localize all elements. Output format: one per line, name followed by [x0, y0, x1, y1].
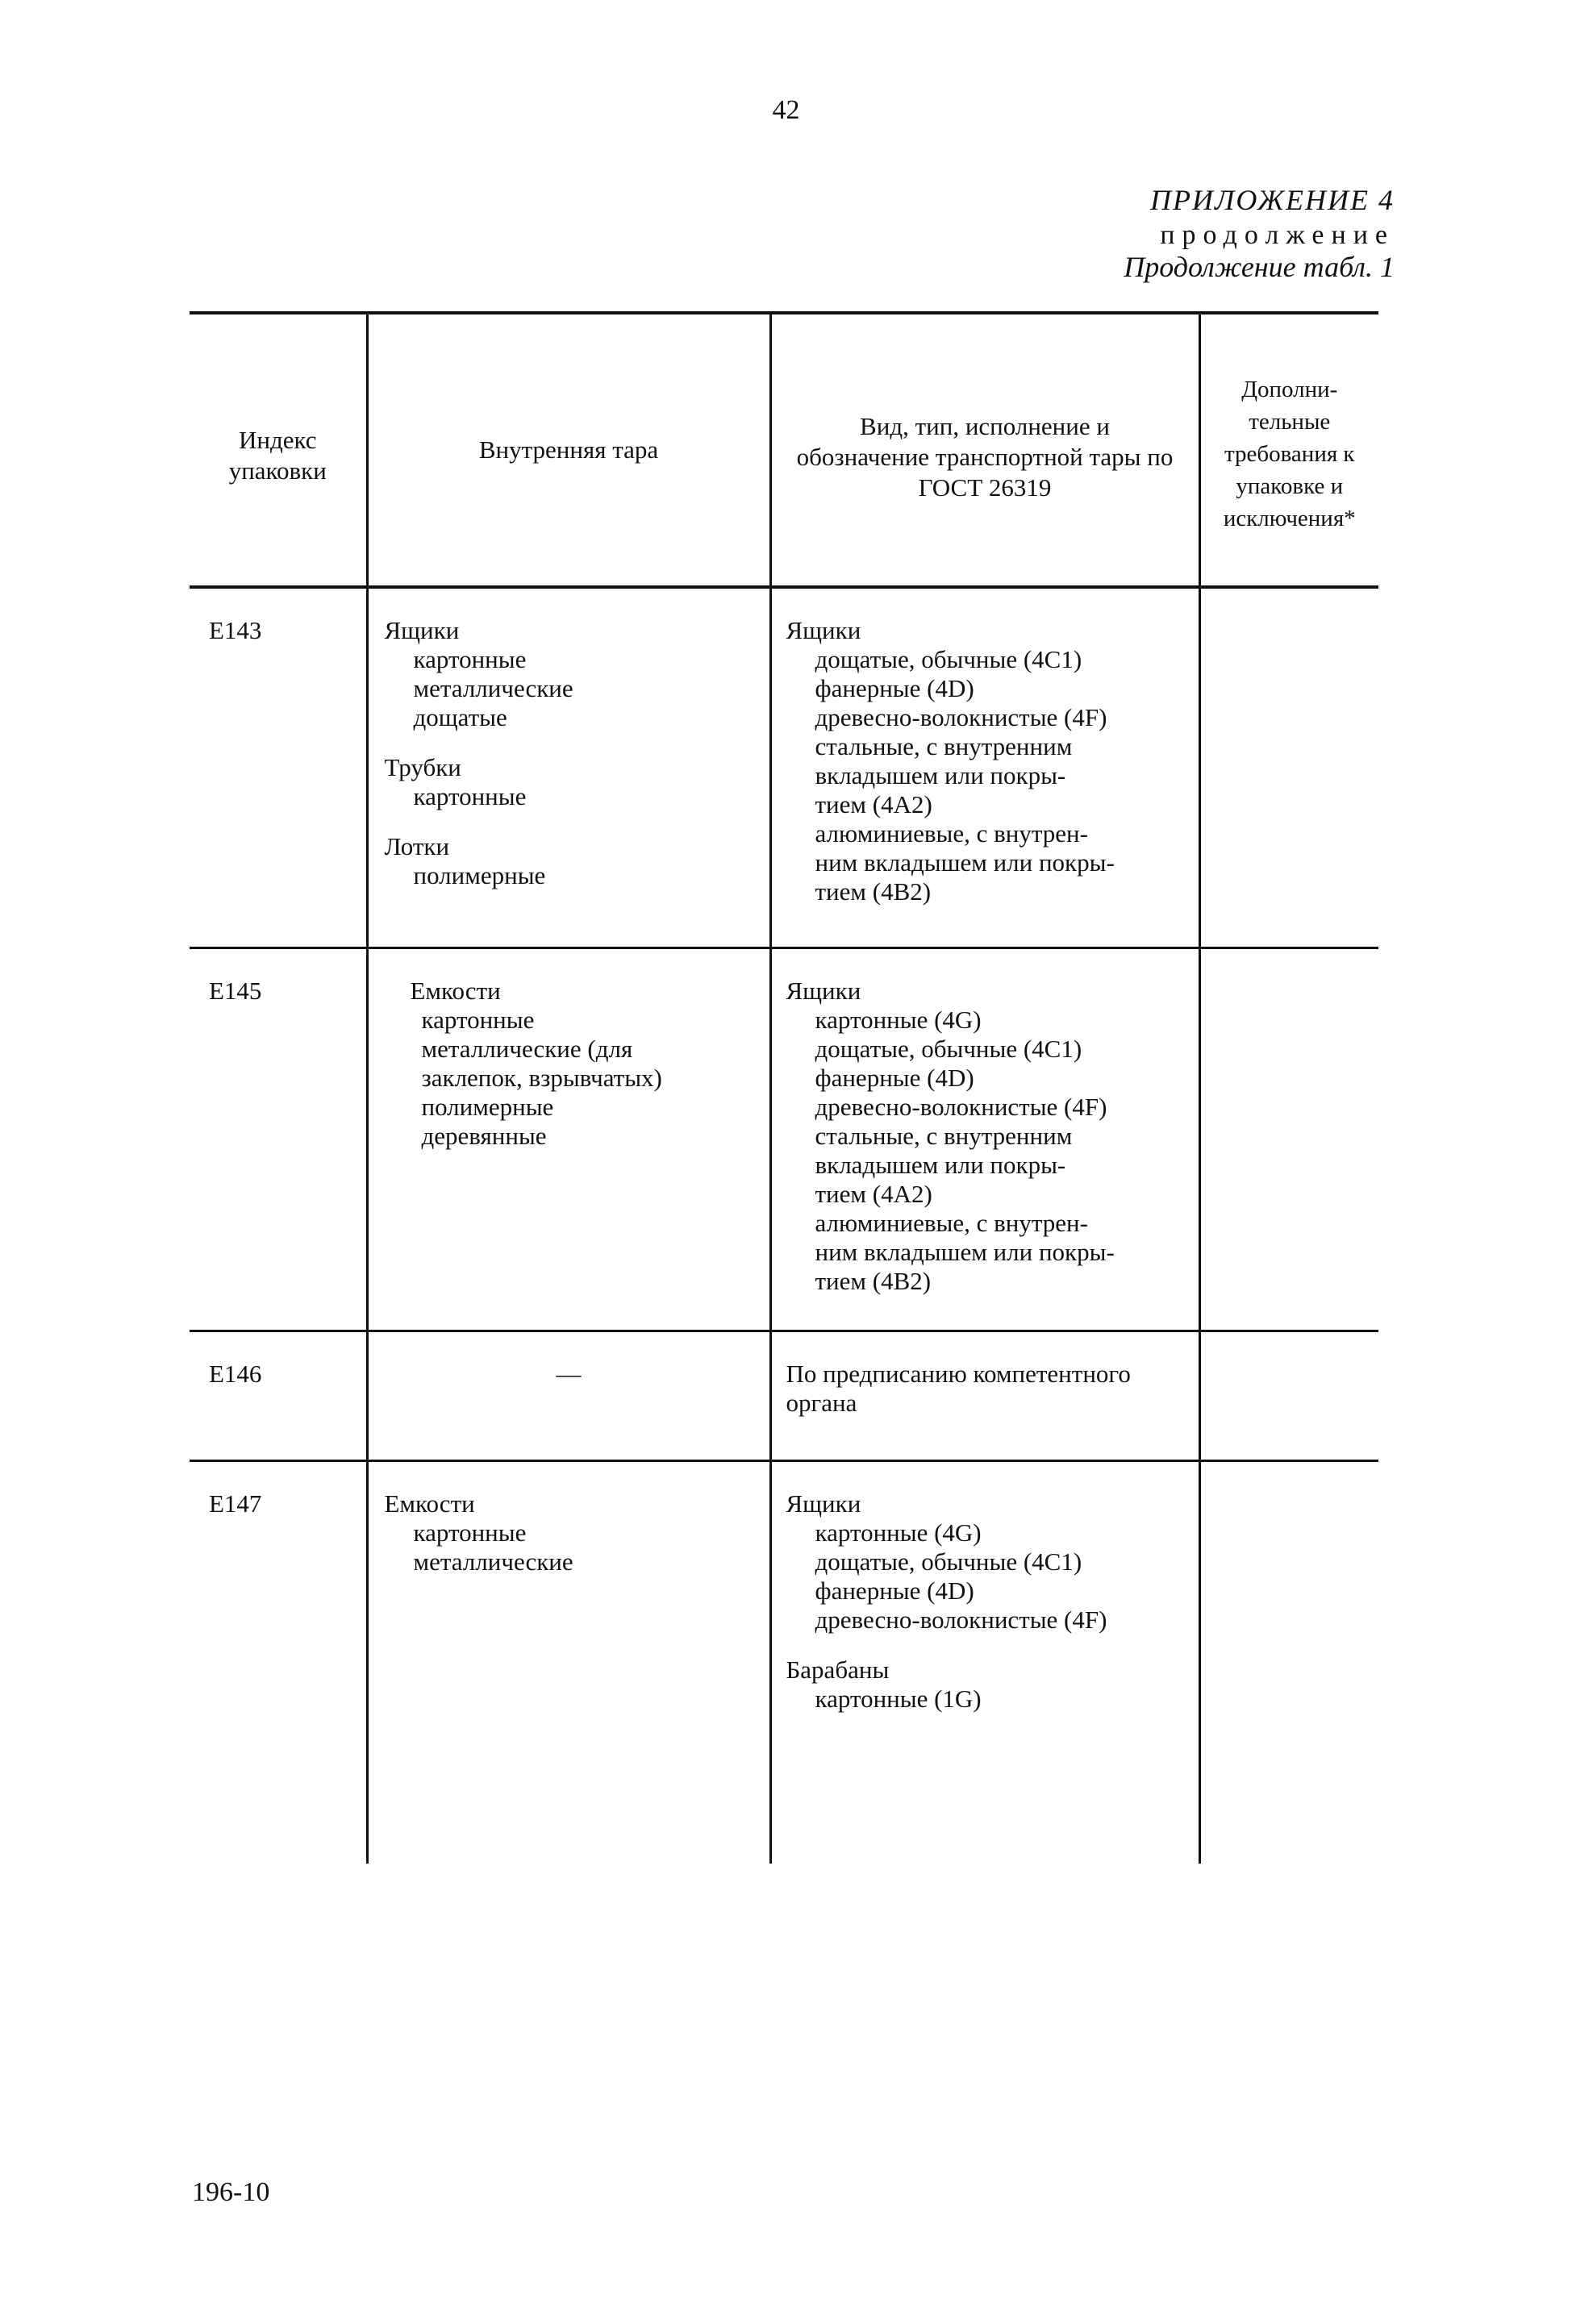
footer-code: 196-10: [192, 2177, 270, 2207]
cell-extra-requirements: [1199, 948, 1378, 1331]
cell-extra-requirements: [1199, 1331, 1378, 1461]
table-continuation-label: Продолжение табл. 1: [1124, 251, 1395, 283]
cell-index: Е146: [190, 1331, 367, 1461]
header-extra-requirements: Дополни- тельные требования к упаковке и исключения*: [1199, 313, 1378, 587]
table-row: [190, 587, 1378, 948]
table-row: [190, 1461, 1378, 1864]
cell-transport-packaging: Ящики картонные (4G) дощатые, обычные (4С1) фанерные (4D) древесно-волокнистые (4F) стальные, с внутренним вкладышем или покры- тием (4А2) алюминиевые, с внутрен- ним вкладышем или покры- тием (4В2): [770, 948, 1199, 1331]
header-index: Индекс упаковки: [190, 313, 367, 587]
cell-inner-packaging: Ящики картонные металлические дощатые Трубки картонные Лотки полимерные: [367, 587, 770, 948]
cell-transport-packaging: По предписанию компетентного органа: [770, 1331, 1199, 1461]
cell-index: Е145: [190, 948, 367, 1331]
cell-inner-packaging: Емкости картонные металлические: [367, 1461, 770, 1864]
cell-inner-packaging: —: [367, 1331, 770, 1461]
cell-extra-requirements: [1199, 587, 1378, 948]
cell-index: Е143: [190, 587, 367, 948]
cell-transport-packaging: Ящики картонные (4G) дощатые, обычные (4С1) фанерные (4D) древесно-волокнистые (4F) Барабаны картонные (1G): [770, 1461, 1199, 1864]
cell-extra-requirements: [1199, 1461, 1378, 1864]
cell-index: Е147: [190, 1461, 367, 1864]
appendix-subtitle: продолжение: [1160, 220, 1395, 250]
page-number: 42: [772, 95, 800, 125]
cell-transport-packaging: Ящики дощатые, обычные (4С1) фанерные (4D) древесно-волокнистые (4F) стальные, с внутренним вкладышем или покры- тием (4А2) алюминиевые, с внутрен- ним вкладышем или покры- тием (4В2): [770, 587, 1199, 948]
table-row: [190, 948, 1378, 1331]
header-transport-packaging: Вид, тип, исполнение и обозначение транспортной тары по ГОСТ 26319: [770, 313, 1199, 587]
appendix-title: ПРИЛОЖЕНИЕ 4: [1150, 184, 1395, 216]
header-inner-packaging: Внутренняя тара: [367, 313, 770, 587]
packaging-table: [190, 311, 1378, 1864]
table-header-row: [190, 313, 1378, 587]
cell-inner-packaging: Емкости картонные металлические (для заклепок, взрывчатых) полимерные деревянные: [367, 948, 770, 1331]
table-row: [190, 1331, 1378, 1461]
